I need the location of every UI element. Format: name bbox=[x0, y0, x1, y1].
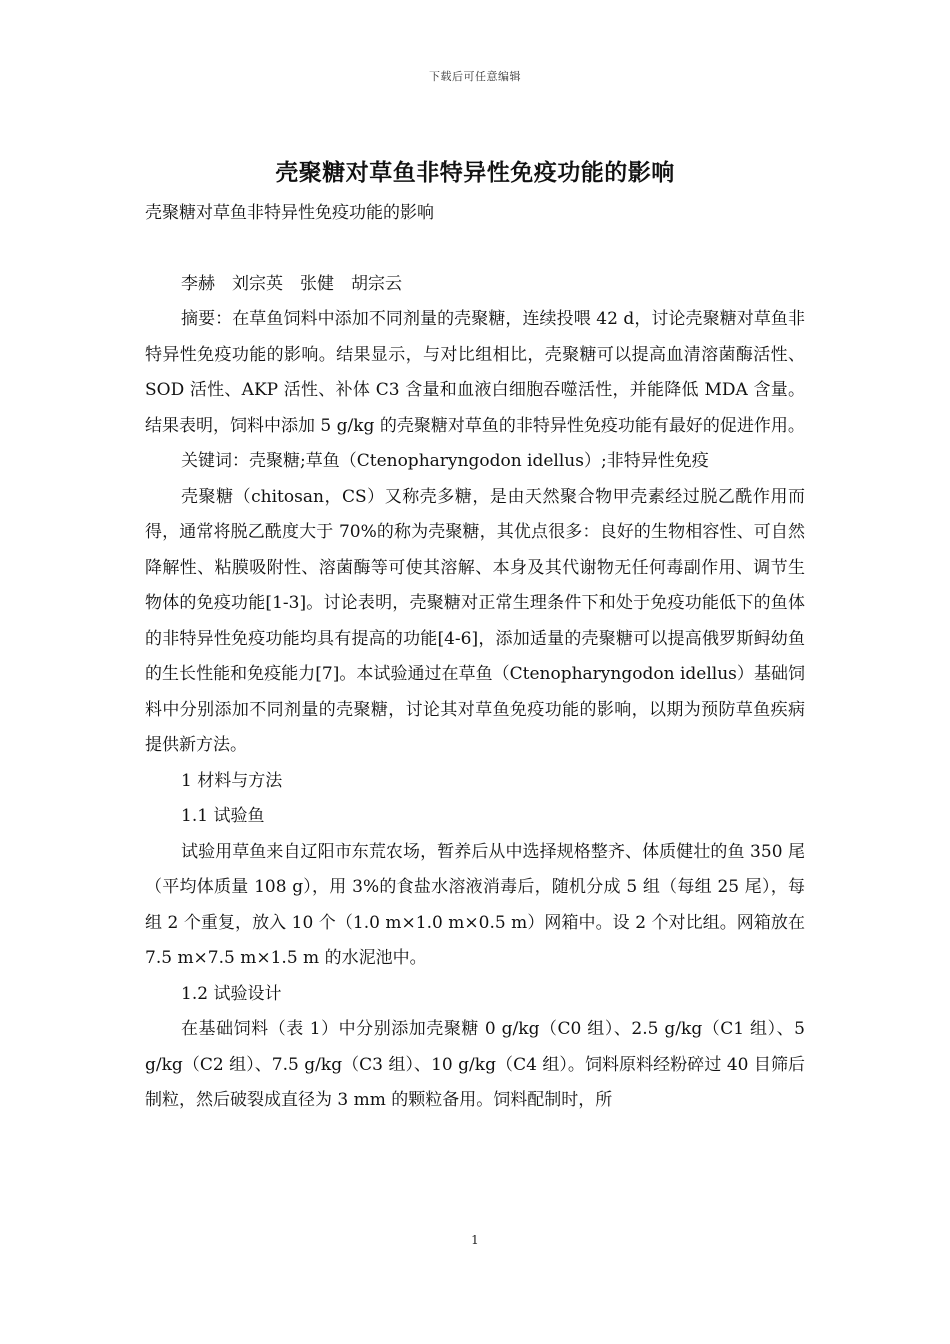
page-number: 1 bbox=[471, 1233, 479, 1247]
document-body bbox=[145, 196, 805, 1119]
test-design-paragraph: 在基础饲料（表 1）中分别添加壳聚糖 0 g/kg（C0 组）、2.5 g/kg（C1 组）、5 g/kg（C2 组）、7.5 g/kg（C3 组）、10 g/kg（C4 组）。饲料原料经粉碎过 40 目筛后制粒，然后破裂成直径为 3 mm 的颗粒备用。饲料配制时，所 bbox=[145, 1019, 805, 1110]
test-fish-paragraph: 试验用草鱼来自辽阳市东荒农场，暂养后从中选择规格整齐、体质健壮的鱼 350 尾（平均体质量 108 g），用 3%的食盐水溶液消毒后，随机分成 5 组（每组 25 尾），每组 2 个重复，放入 10 个（1.0 m×1.0 m×0.5 m）网箱中。设 2 个对比组。网箱放在 7.5 m×7.5 m×1.5 m 的水泥池中。 bbox=[145, 841, 805, 968]
intro-paragraph: 壳聚糖（chitosan，CS）又称壳多糖，是由天然聚合物甲壳素经过脱乙酰作用而得，通常将脱乙酰度大于 70%的称为壳聚糖，其优点很多：良好的生物相容性、可自然降解性、粘膜吸附性、溶菌酶等可使其溶解、本身及其代谢物无任何毒副作用、调节生物体的免疫功能[1-3]。讨论表明，壳聚糖对正常生理条件下和处于免疫功能低下的鱼体的非特异性免疫功能均具有提高的功能[4-6]，添加适量的壳聚糖可以提高俄罗斯鲟幼鱼的生长性能和免疫能力[7]。本试验通过在草鱼（Ctenopharyngodon idellus）基础饲料中分别添加不同剂量的壳聚糖，讨论其对草鱼免疫功能的影响，以期为预防草鱼疾病提供新方法。 bbox=[145, 486, 805, 755]
section-heading-test-design: 1.2 试验设计 bbox=[181, 983, 282, 1004]
abstract-paragraph: 摘要：在草鱼饲料中添加不同剂量的壳聚糖，连续投喂 42 d，讨论壳聚糖对草鱼非特异性免疫功能的影响。结果显示，与对比组相比，壳聚糖可以提高血清溶菌酶活性、SOD 活性、AKP 活性、补体 C3 含量和血液白细胞吞噬活性，并能降低 MDA 含量。结果表明，饲料中添加 5 g/kg 的壳聚糖对草鱼的非特异性免疫功能有最好的促进作用。 bbox=[145, 309, 805, 436]
document-title: 壳聚糖对草鱼非特异性免疫功能的影响 bbox=[275, 159, 675, 186]
document-subtitle: 壳聚糖对草鱼非特异性免疫功能的影响 bbox=[145, 203, 434, 223]
header-note: 下载后可任意编辑 bbox=[429, 70, 521, 83]
keywords-line: 关键词：壳聚糖;草鱼（Ctenopharyngodon idellus）;非特异性免疫 bbox=[181, 451, 709, 471]
authors-line: 李赫 刘宗英 张健 胡宗云 bbox=[181, 273, 402, 294]
section-heading-test-fish: 1.1 试验鱼 bbox=[181, 806, 265, 826]
section-heading-materials-methods: 1 材料与方法 bbox=[181, 770, 283, 791]
